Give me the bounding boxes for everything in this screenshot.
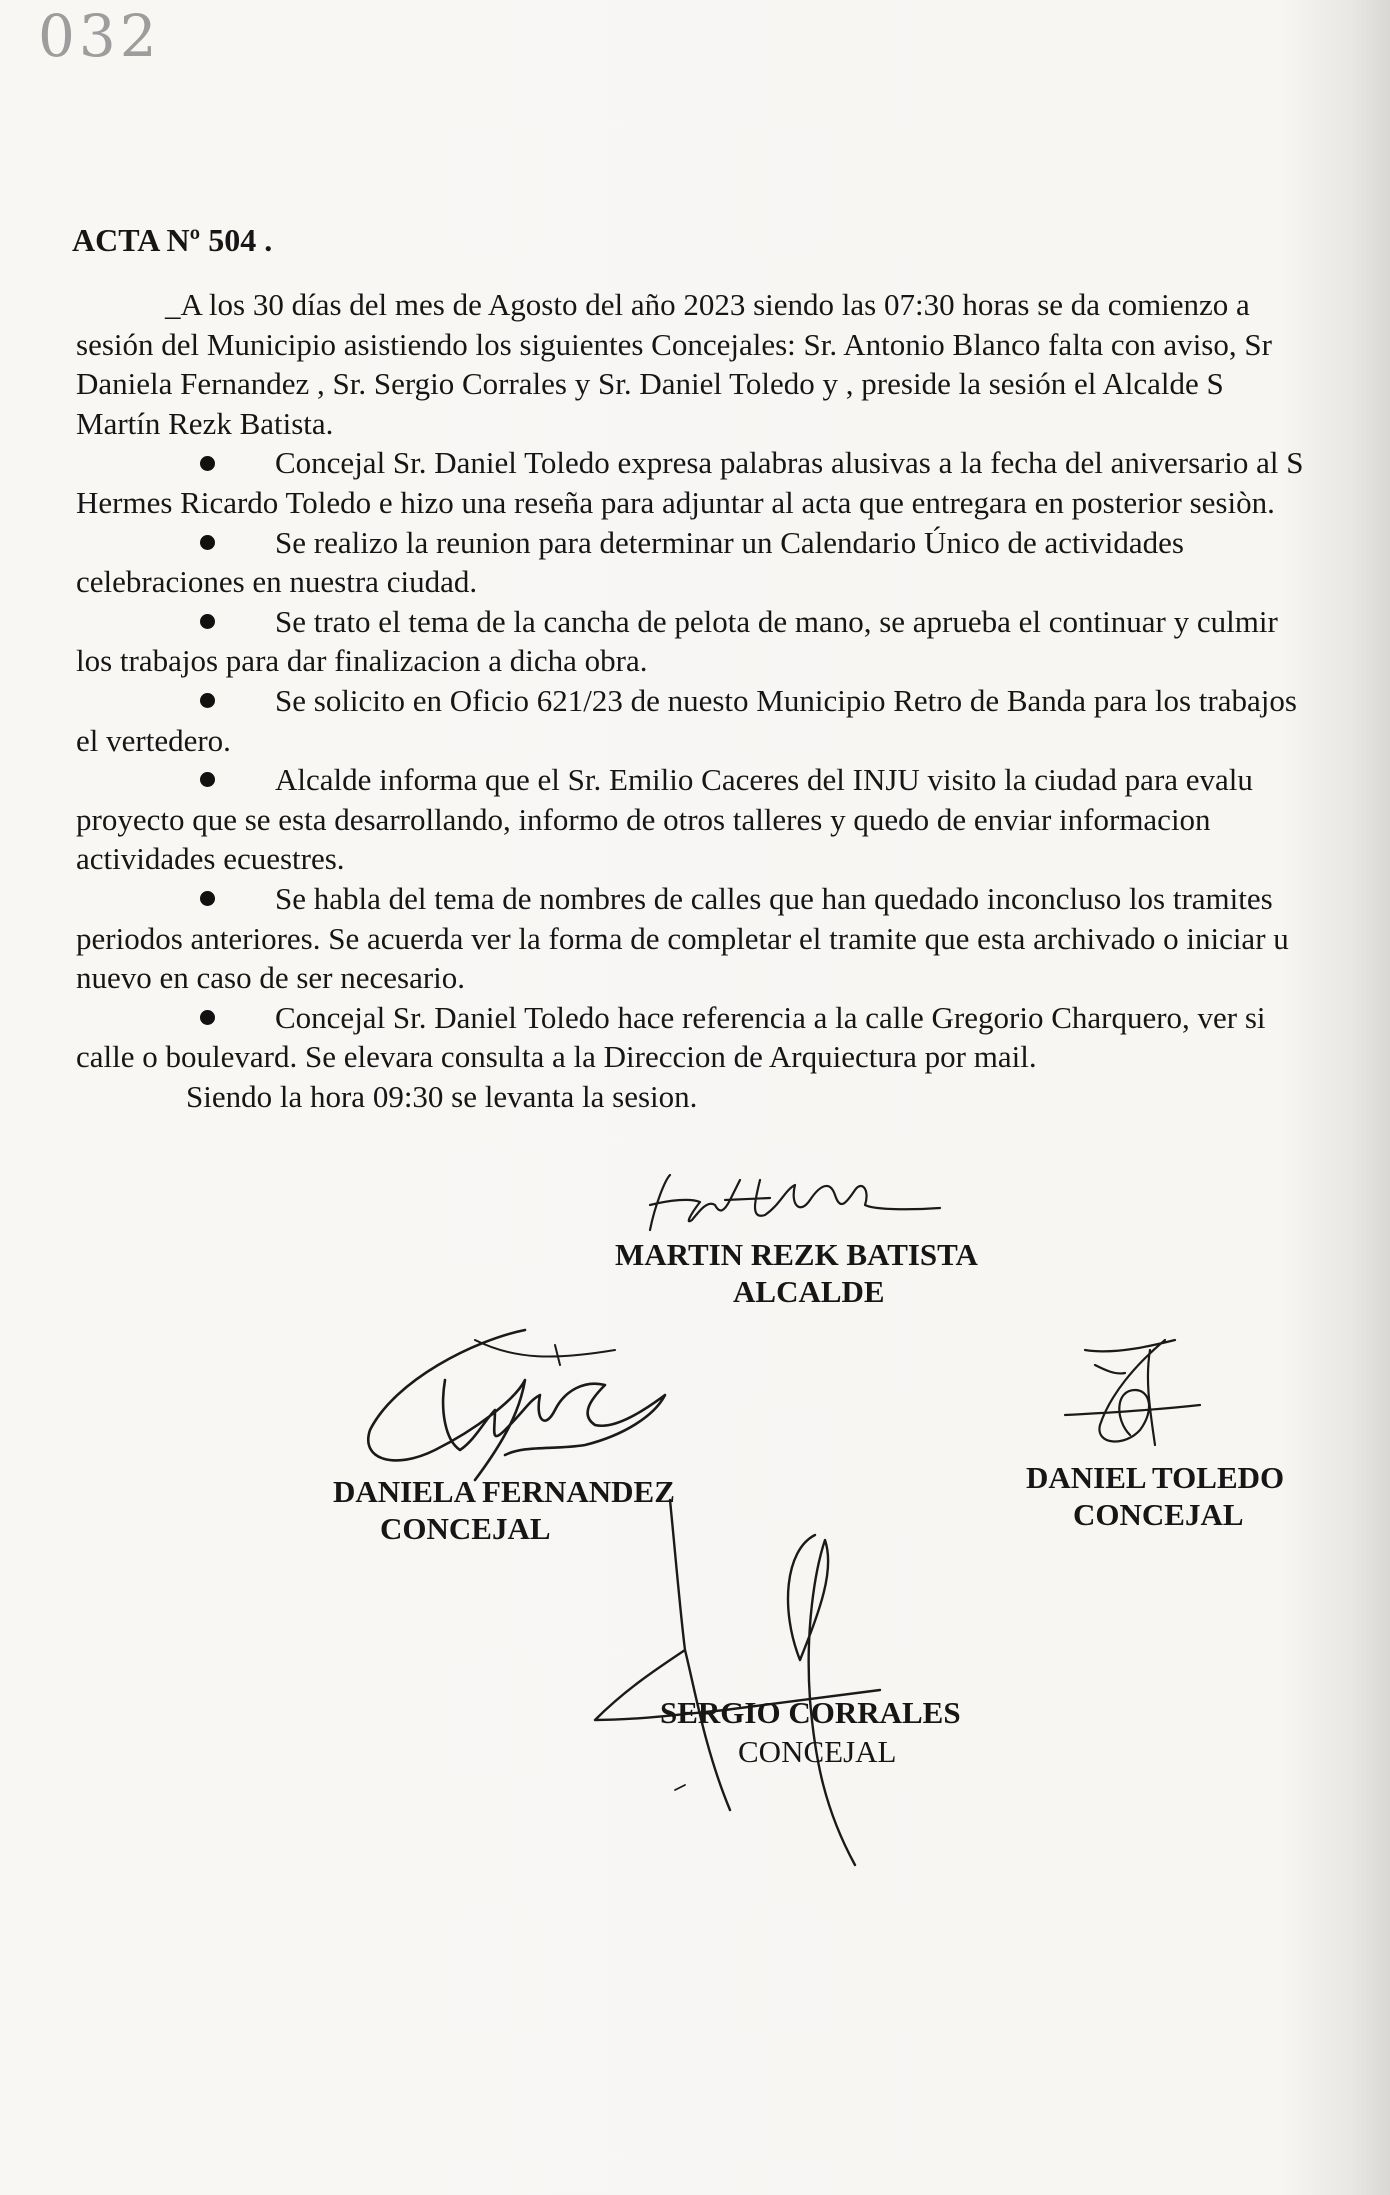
bullet-icon — [200, 693, 215, 708]
toledo-name: DANIEL TOLEDO — [1026, 1460, 1285, 1495]
corrales-signature — [585, 1490, 885, 1870]
agenda-item-text: Se habla del tema de nombres de calles que han quedado inconcluso los tramites — [275, 880, 1273, 916]
alcalde-name: MARTIN REZK BATISTA — [615, 1237, 978, 1272]
toledo-role: CONCEJAL — [1073, 1497, 1244, 1532]
corrales-role: CONCEJAL — [738, 1734, 897, 1769]
agenda-item — [76, 681, 1376, 721]
bullet-icon — [200, 772, 215, 787]
agenda-item-continuation: Hermes Ricardo Toledo e hizo una reseña para adjuntar al acta que entregara en posterior sesiòn. — [76, 484, 1275, 520]
agenda-item — [76, 879, 1376, 919]
agenda-item — [76, 443, 1376, 483]
bullet-icon — [200, 891, 215, 906]
agenda-item — [76, 998, 1376, 1038]
agenda-item-continuation: celebraciones en nuestra ciudad. — [76, 564, 478, 600]
bullet-icon — [200, 456, 215, 471]
corrales-name: SERGIO CORRALES — [660, 1695, 961, 1730]
bullet-icon — [200, 535, 215, 550]
agenda-item-continuation: actividades ecuestres. — [76, 841, 345, 877]
agenda-item — [76, 602, 1376, 642]
agenda-item-continuation: los trabajos para dar finalizacion a dicha obra. — [76, 643, 648, 679]
agenda-item-continuation: proyecto que se esta desarrollando, informo de otros talleres y quedo de enviar informacion — [76, 801, 1211, 837]
document-body — [76, 285, 1376, 1116]
agenda-item-text: Concejal Sr. Daniel Toledo hace referencia a la calle Gregorio Charquero, ver si — [275, 999, 1266, 1035]
agenda-item-text: Se trato el tema de la cancha de pelota de mano, se aprueba el continuar y culmir — [275, 603, 1278, 639]
agenda-item-continuation: el vertedero. — [76, 722, 231, 758]
agenda-item — [76, 523, 1376, 563]
agenda-item-continuation: periodos anteriores. Se acuerda ver la forma de completar el tramite que esta archivado o iniciar u — [76, 920, 1289, 956]
folio-number: 032 — [38, 2, 161, 70]
fernandez-signature — [355, 1320, 695, 1500]
alcalde-signature — [630, 1160, 950, 1240]
agenda-item-continuation: nuevo en caso de ser necesario. — [76, 960, 466, 996]
bullet-icon — [200, 1010, 215, 1025]
fernandez-role: CONCEJAL — [380, 1511, 551, 1546]
agenda-item-text: Se solicito en Oficio 621/23 de nuesto Municipio Retro de Banda para los trabajos — [275, 682, 1297, 718]
intro-line: Martín Rezk Batista. — [76, 405, 334, 441]
agenda-item-text: Alcalde informa que el Sr. Emilio Caceres del INJU visito la ciudad para evalu — [275, 762, 1253, 798]
closing-line: Siendo la hora 09:30 se levanta la sesion. — [186, 1078, 698, 1114]
intro-line: _A los 30 días del mes de Agosto del año 2023 siendo las 07:30 horas se da comienzo a — [165, 287, 1250, 322]
toledo-signature — [1055, 1335, 1205, 1455]
alcalde-role: ALCALDE — [733, 1274, 885, 1309]
document-title: ACTA Nº 504 . — [72, 222, 273, 258]
intro-line: Daniela Fernandez , Sr. Sergio Corrales y Sr. Daniel Toledo y , preside la sesión el Alcalde S — [76, 366, 1224, 402]
agenda-item — [76, 760, 1376, 800]
intro-line: sesión del Municipio asistiendo los siguientes Concejales: Sr. Antonio Blanco falta con aviso, Sr — [76, 326, 1272, 362]
agenda-item-text: Se realizo la reunion para determinar un Calendario Único de actividades — [275, 524, 1184, 560]
agenda-item-text: Concejal Sr. Daniel Toledo expresa palabras alusivas a la fecha del aniversario al S — [275, 445, 1304, 481]
agenda-item-continuation: calle o boulevard. Se elevara consulta a la Direccion de Arquiectura por mail. — [76, 1039, 1037, 1075]
bullet-icon — [200, 614, 215, 629]
fernandez-name: DANIELA FERNANDEZ — [333, 1474, 675, 1509]
